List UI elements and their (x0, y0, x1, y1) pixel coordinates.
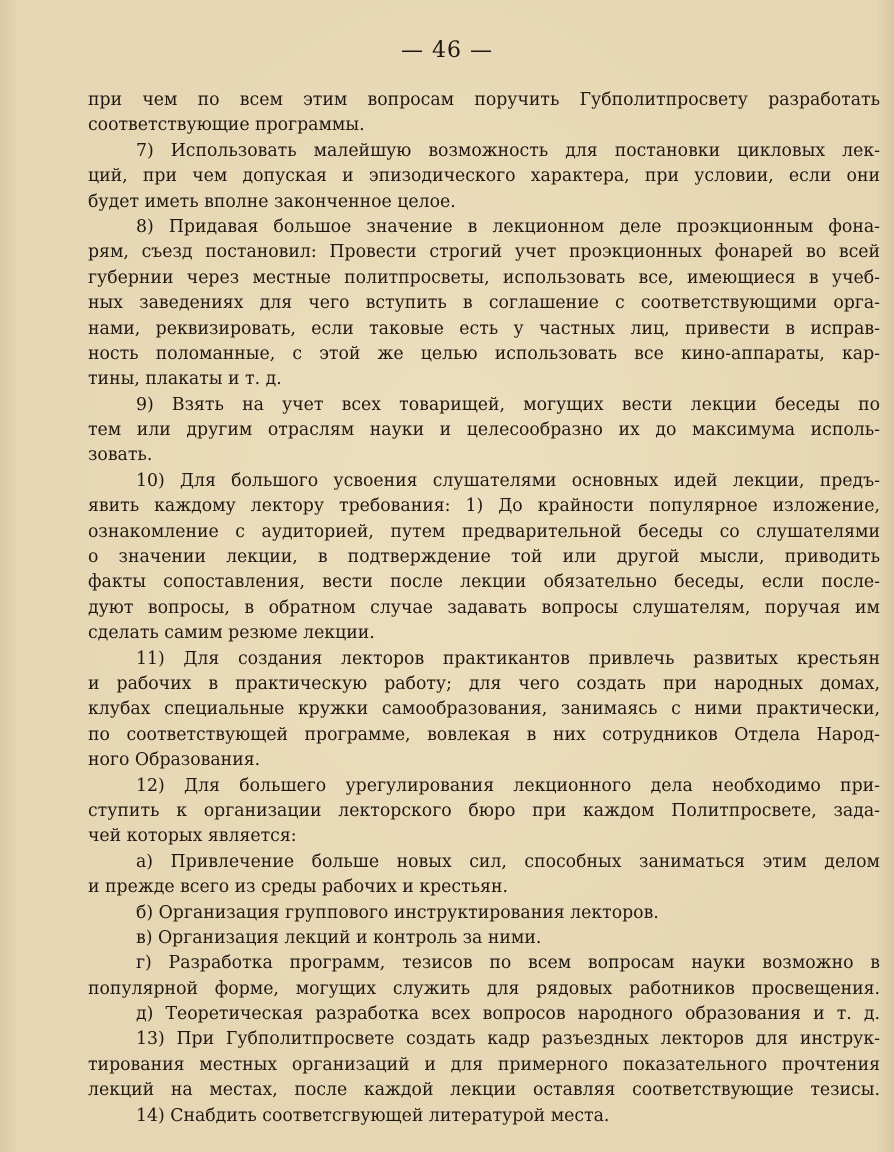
text-line: клубах специальные кружки самообразования, занимаясь с ними практически, (88, 699, 880, 720)
text-line: ного Образования. (88, 750, 261, 771)
text-line: г) Разработка программ, тезисов по всем вопросам науки возможно в (136, 953, 880, 974)
text-line: ность поломанные, с этой же целью использовать все кино-аппараты, кар- (88, 343, 880, 364)
text-line: 10) Для большого усвоения слушателями основных идей лекции, предъ- (136, 470, 880, 491)
text-line: ознакомление с аудиторией, путем предварительной беседы со слушателями (88, 521, 880, 542)
text-line: в) Организация лекций и контроль за ними. (136, 927, 542, 948)
text-line: 11) Для создания лекторов практикантов привлечь развитых крестьян (136, 648, 880, 669)
text-line: губернии через местные политпросветы, использовать все, имеющиеся в учеб- (88, 267, 880, 288)
text-line: 14) Снабдить соответсгвующей литературой места. (136, 1105, 610, 1126)
text-line: будет иметь вполне законченное целое. (88, 191, 456, 212)
text-line: при чем по всем этим вопросам поручить Губполитпросвету разработать (88, 90, 880, 110)
text-line: а) Привлечение больше новых сил, способных заниматься этим делом (136, 851, 880, 872)
text-line: рям, съезд постановил: Провести строгий учет проэкционных фонарей во всей (88, 242, 880, 263)
text-line: нами, реквизировать, если таковые есть у частных лиц, привести в исправ- (88, 318, 880, 339)
text-line: ций, при чем допуская и эпизодического характера, при условии, если они (88, 166, 880, 187)
text-line: дуют вопросы, в обратном случае задавать вопросы слушателям, поручая им (88, 597, 880, 618)
text-line: зовать. (88, 445, 153, 466)
text-line: 9) Взять на учет всех товарищей, могущих вести лекции беседы по (136, 394, 880, 415)
page-number: — 46 — (401, 38, 493, 63)
text-line: 8) Придавая большое значение в лекционном деле проэкционным фона- (136, 216, 880, 237)
text-line: б) Организация группового инструктирования лекторов. (136, 902, 659, 923)
text-line: д) Теоретическая разработка всех вопросов народного образования и т. д. (136, 1004, 880, 1025)
text-line: по соответствующей программе, вовлекая в них сотрудников Отдела Народ- (88, 724, 880, 745)
text-line: тем или другим отраслям науки и целесообразно их до максимума исполь- (88, 420, 880, 441)
text-line: ных заведениях для чего вступить в соглашение с соответствующими орга- (88, 293, 880, 314)
text-line: популярной форме, могущих служить для рядовых работников просвещения. (88, 978, 880, 999)
text-line: лекций на местах, после каждой лекции оставляя соответствующие тезисы. (88, 1080, 880, 1101)
text-line: 7) Использовать малейшую возможность для постановки цикловых лек- (136, 140, 880, 161)
text-line: ступить к организации лекторского бюро при каждом Политпросвете, зада- (88, 800, 880, 821)
page-text-body (88, 88, 880, 1129)
text-line: чей которых является: (88, 826, 297, 847)
text-line: факты сопоставления, вести после лекции обязательно беседы, если после- (88, 572, 880, 593)
text-line: 12) Для большего урегулирования лекционного дела необходимо при- (136, 775, 880, 796)
text-line: сделать самим резюме лекции. (88, 623, 375, 644)
text-line: тины, плакаты и т. д. (88, 369, 282, 390)
text-line: о значении лекции, в подтверждение той или другой мысли, приводить (88, 547, 880, 568)
text-line: и рабочих в практическую работу; для чего создать при народных домах, (88, 673, 880, 694)
text-line: 13) При Губполитпросвете создать кадр разъездных лекторов для инструк- (136, 1029, 880, 1050)
text-line: тирования местных организаций и для примерного показательного прочтения (88, 1054, 880, 1075)
text-line: явить каждому лектору требования: 1) До крайности популярное изложение, (88, 496, 880, 517)
text-line: соответствующие программы. (88, 115, 365, 136)
text-line: и прежде всего из среды рабочих и крестьян. (88, 877, 508, 898)
